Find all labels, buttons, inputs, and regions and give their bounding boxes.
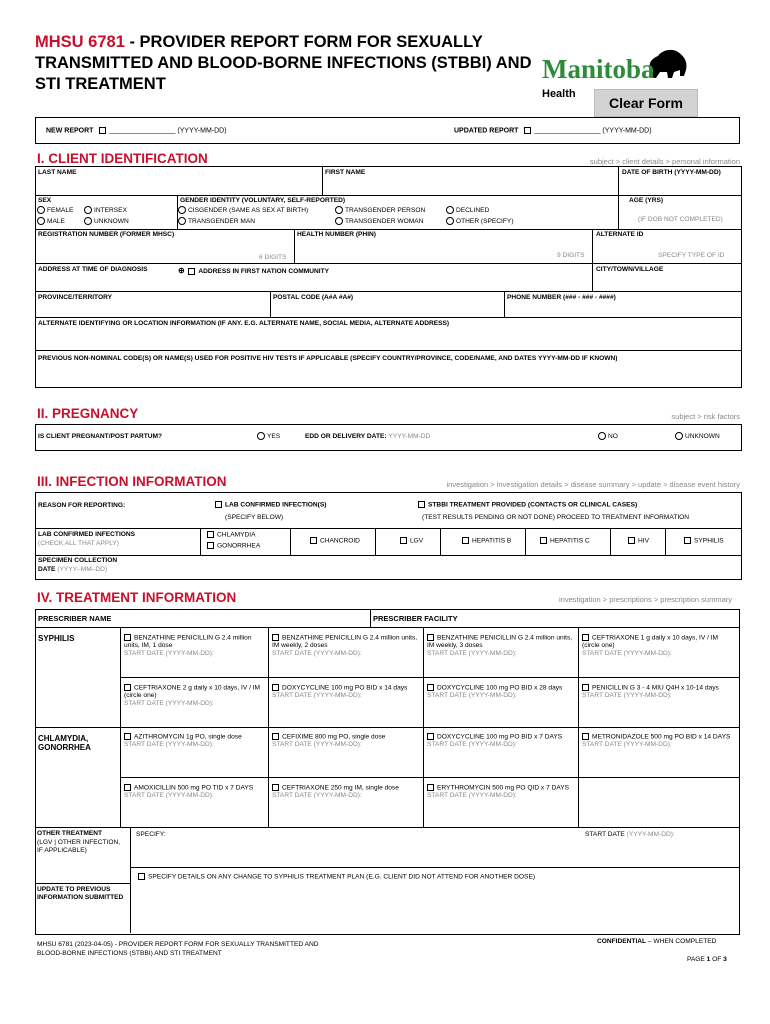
female-radio[interactable] — [37, 206, 45, 214]
pregnant-unknown-option[interactable]: UNKNOWN — [675, 432, 720, 440]
sex-label: SEX — [38, 197, 52, 204]
cg-opt6-checkbox[interactable] — [272, 784, 279, 791]
intersex-radio[interactable] — [84, 206, 92, 214]
province-label: PROVINCE/TERRITORY — [38, 294, 113, 301]
phin-label: HEALTH NUMBER (PHIN) — [297, 231, 376, 238]
update-previous-label: UPDATE TO PREVIOUS INFORMATION SUBMITTED — [37, 886, 124, 901]
section-treatment-information: IV. TREATMENT INFORMATION — [37, 590, 237, 605]
section1-breadcrumb: subject > client details > personal information — [589, 157, 740, 166]
chancroid-checkbox[interactable] — [310, 537, 317, 544]
manitoba-logo — [540, 46, 690, 91]
section3-breadcrumb: investigation > investigation details > disease summary > update > disease event history — [446, 480, 740, 489]
first-nation-address-option[interactable]: ⊕ ADDRESS IN FIRST NATION COMMUNITY — [178, 266, 330, 275]
registration-number-label: REGISTRATION NUMBER (FORMER MHSC) — [38, 231, 175, 238]
logo-text: Manitoba — [542, 54, 655, 84]
syphilis-option-1[interactable]: BENZATHINE PENICILLIN G 2.4 million units, IM, 1 dose START DATE (YYYY-MM-DD): — [124, 634, 252, 658]
updated-report-checkbox[interactable] — [524, 127, 531, 134]
alternate-info-label: ALTERNATE IDENTIFYING OR LOCATION INFORMATION (IF ANY. E.G. ALTERNATE NAME, SOCIAL MEDIA, ALTERNATE ADDRESS) — [38, 320, 450, 327]
unknown-radio[interactable] — [84, 217, 92, 225]
last-name-label: LAST NAME — [38, 169, 77, 176]
syphilis-opt4-checkbox[interactable] — [582, 634, 589, 641]
syphilis-opt6-checkbox[interactable] — [272, 684, 279, 691]
chancroid-option[interactable]: CHANCROID — [310, 537, 360, 544]
updated-report-label: UPDATED REPORT _________________ (YYYY-MM-DD) — [454, 127, 652, 135]
prescriber-facility-label: PRESCRIBER FACILITY — [373, 614, 458, 623]
cg-opt2-checkbox[interactable] — [272, 733, 279, 740]
male-radio[interactable] — [37, 217, 45, 225]
phone-label: PHONE NUMBER (### - ### - ####) — [507, 294, 616, 301]
lab-infections-label: LAB CONFIRMED INFECTIONS — [38, 531, 136, 538]
trans-person-radio[interactable] — [335, 206, 343, 214]
stbbi-treatment-checkbox[interactable] — [418, 501, 425, 508]
stbbi-treatment-option[interactable]: STBBI TREATMENT PROVIDED (CONTACTS OR CLINICAL CASES) — [418, 501, 637, 508]
lgv-option[interactable]: LGV — [400, 537, 423, 544]
cg-opt1-checkbox[interactable] — [124, 733, 131, 740]
syphilis-option-2[interactable]: BENZATHINE PENICILLIN G 2.4 million units, IM weekly, 2 doses START DATE (YYYY-MM-DD): — [272, 634, 418, 658]
cg-option-2[interactable]: CEFIXIME 800 mg PO, single dose START DATE (YYYY-MM-DD): — [272, 733, 386, 749]
syphilis-option-8[interactable]: PENICILLIN G 3 - 4 MIU Q4H x 10-14 days START DATE (YYYY-MM-DD): — [582, 684, 719, 700]
other-start-date-input[interactable]: (YYYY-MM-DD): — [626, 831, 675, 838]
syphilis-opt8-checkbox[interactable] — [582, 684, 589, 691]
nine-digits-hint: 9 DIGITS — [557, 252, 585, 259]
new-report-checkbox[interactable] — [99, 127, 106, 134]
other-start-date-label: START DATE (YYYY-MM-DD): — [585, 831, 675, 838]
page-number: PAGE 1 OF 3 — [687, 956, 727, 963]
alternate-id-type-hint: SPECIFY TYPE OF ID — [658, 252, 725, 259]
cg-option-1[interactable]: AZITHROMYCIN 1g PO, single dose START DATE (YYYY-MM-DD): — [124, 733, 242, 749]
edd-input[interactable]: YYYY-MM-DD — [388, 433, 431, 440]
sex-unknown-option[interactable]: UNKNOWN — [84, 217, 129, 225]
cisgender-radio[interactable] — [178, 206, 186, 214]
form-title — [35, 32, 535, 95]
syphilis-opt2-checkbox[interactable] — [272, 634, 279, 641]
syphilis-opt1-checkbox[interactable] — [124, 634, 131, 641]
syphilis-change-option[interactable]: SPECIFY DETAILS ON ANY CHANGE TO SYPHILIS TREATMENT PLAN (E.G. CLIENT DID NOT ATTEND FOR ANOTHER DOSE) — [138, 873, 535, 880]
gonorrhea-option[interactable]: GONORRHEA — [207, 542, 260, 549]
syphilis-opt5-checkbox[interactable] — [124, 684, 131, 691]
pregnancy-question: IS CLIENT PREGNANT/POST PARTUM? — [38, 433, 163, 440]
syphilis-option-7[interactable]: DOXYCYCLINE 100 mg PO BID x 28 days START DATE (YYYY-MM-DD): — [427, 684, 563, 700]
first-name-label: FIRST NAME — [325, 169, 366, 176]
other-treatment-note: (LGV | OTHER INFECTION, IF APPLICABLE) — [37, 839, 121, 854]
syphilis-treatment-label: SYPHILIS — [38, 634, 75, 643]
address-label: ADDRESS AT TIME OF DIAGNOSIS — [38, 266, 148, 273]
declined-radio[interactable] — [446, 206, 454, 214]
section2-breadcrumb: subject > risk factors — [671, 412, 740, 421]
trans-man-radio[interactable] — [178, 217, 186, 225]
specimen-date-label-2: DATE (YYYY–MM–DD) — [38, 566, 108, 573]
age-label: AGE (YRS) — [629, 197, 664, 204]
report-type-box — [35, 117, 740, 144]
gender-identity-label: GENDER IDENTITY (VOLUNTARY, SELF-REPORTED) — [180, 197, 346, 204]
postal-code-label: POSTAL CODE (A#A #A#) — [273, 294, 354, 301]
age-note: (IF DOB NOT COMPLETED) — [638, 216, 723, 223]
city-label: CITY/TOWN/VILLAGE — [596, 266, 664, 273]
syphilis-opt3-checkbox[interactable] — [427, 634, 434, 641]
cg-option-7[interactable]: ERYTHROMYCIN 500 mg PO QID x 7 DAYS START DATE (YYYY-MM-DD): — [427, 784, 570, 800]
specify-below-note: (SPECIFY BELOW) — [225, 514, 284, 521]
hepatitis-b-option[interactable]: HEPATITIS B — [462, 537, 511, 544]
specimen-date-input[interactable]: (YYYY–MM–DD) — [55, 566, 108, 573]
chlamydia-option[interactable]: CHLAMYDIA — [207, 531, 255, 538]
gender-cisgender-option[interactable]: CISGENDER (SAME AS SEX AT BIRTH) — [178, 206, 308, 214]
chlamydia-checkbox[interactable] — [207, 531, 214, 538]
form-title-text: - PROVIDER REPORT FORM FOR SEXUALLY TRANSMITTED AND BLOOD-BORNE INFECTIONS (STBBI) AND STI TREATMENT — [35, 33, 532, 93]
lgv-checkbox[interactable] — [400, 537, 407, 544]
trans-woman-radio[interactable] — [335, 217, 343, 225]
confidential-note: CONFIDENTIAL – WHEN COMPLETED — [597, 938, 717, 945]
clear-form-button[interactable]: Clear Form — [594, 89, 698, 117]
gender-trans-man-option[interactable]: TRANSGENDER MAN — [178, 217, 255, 225]
section-infection-information: III. INFECTION INFORMATION — [37, 474, 227, 489]
cg-option-6[interactable]: CEFTRIAXONE 250 mg IM, single dose START DATE (YYYY-MM-DD): — [272, 784, 399, 800]
new-report-label: NEW REPORT _________________ (YYYY-MM-DD) — [46, 127, 227, 135]
chlamydia-gonorrhea-label: CHLAMYDIA, GONORRHEA — [38, 734, 91, 752]
cg-opt5-checkbox[interactable] — [124, 784, 131, 791]
form-number: MHSU 6781 — [35, 33, 125, 51]
cg-option-3[interactable]: DOXYCYCLINE 100 mg PO BID x 7 DAYS START DATE (YYYY-MM-DD): — [427, 733, 563, 749]
section4-breadcrumb: investigation > prescriptions > prescription summary — [559, 595, 732, 604]
yes-radio[interactable] — [257, 432, 265, 440]
alternate-id-label: ALTERNATE ID — [596, 231, 644, 238]
pregnant-yes-option[interactable]: YES — [257, 432, 280, 440]
pregnancy-unknown-radio[interactable] — [675, 432, 683, 440]
section-client-identification: I. CLIENT IDENTIFICATION — [37, 151, 208, 166]
other-gender-radio[interactable] — [446, 217, 454, 225]
gender-declined-option[interactable]: DECLINED — [446, 206, 489, 214]
gender-other-option[interactable]: OTHER (SPECIFY) — [446, 217, 514, 225]
sex-male-option[interactable]: MALE — [37, 217, 65, 225]
other-treatment-label: OTHER TREATMENT — [37, 830, 103, 837]
sex-female-option[interactable]: FEMALE — [37, 206, 73, 214]
syphilis-option[interactable]: SYPHILIS — [684, 537, 724, 544]
section-pregnancy: II. PREGNANCY — [37, 406, 139, 421]
previous-codes-label: PREVIOUS NON-NOMINAL CODE(S) OR NAME(S) USED FOR POSITIVE HIV TESTS IF APPLICABLE (SPECIFY COUNTRY/PROVINCE, CODE/NAME, AND DATES YYYY-MM-DD IF KNOWN) — [38, 355, 618, 362]
syphilis-option-6[interactable]: DOXYCYCLINE 100 mg PO BID x 14 days START DATE (YYYY-MM-DD): — [272, 684, 408, 700]
prescriber-name-label: PRESCRIBER NAME — [38, 614, 112, 623]
cg-option-4[interactable]: METRONIDAZOLE 500 mg PO BID x 14 DAYS START DATE (YYYY-MM-DD): — [582, 733, 731, 749]
footer-form-id: MHSU 6781 (2023-04-05) - PROVIDER REPORT FORM FOR SEXUALLY TRANSMITTED AND BLOOD-BORNE INFECTIONS (STBBI) AND STI TREATMENT — [37, 941, 319, 957]
syphilis-opt7-checkbox[interactable] — [427, 684, 434, 691]
pregnant-no-option[interactable]: NO — [598, 432, 618, 440]
dob-label: DATE OF BIRTH (YYYY-MM-DD) — [622, 169, 721, 176]
gonorrhea-checkbox[interactable] — [207, 542, 214, 549]
syphilis-option-4[interactable]: CEFTRIAXONE 1 g daily x 10 days, IV / IM (circle one) START DATE (YYYY-MM-DD): — [582, 634, 719, 658]
cg-opt4-checkbox[interactable] — [582, 733, 589, 740]
specimen-date-label: SPECIMEN COLLECTION — [38, 557, 118, 564]
hepatitis-b-checkbox[interactable] — [462, 537, 469, 544]
specify-label: SPECIFY: — [136, 831, 166, 838]
hiv-checkbox[interactable] — [628, 537, 635, 544]
syphilis-change-checkbox[interactable] — [138, 873, 145, 880]
health-label: Health — [542, 88, 576, 100]
cg-option-5[interactable]: AMOXICILLIN 500 mg PO TID x 7 DAYS START DATE (YYYY-MM-DD): — [124, 784, 254, 800]
six-digits-hint: 6 DIGITS — [259, 254, 287, 261]
hepatitis-c-checkbox[interactable] — [540, 537, 547, 544]
reason-label: REASON FOR REPORTING: — [38, 502, 126, 509]
test-pending-note: (TEST RESULTS PENDING OR NOT DONE) PROCEED TO TREATMENT INFORMATION — [422, 514, 690, 521]
sex-intersex-option[interactable]: INTERSEX — [84, 206, 127, 214]
syphilis-option-3[interactable]: BENZATHINE PENICILLIN G 2.4 million units, IM weekly, 3 doses START DATE (YYYY-MM-DD): — [427, 634, 573, 658]
hepatitis-c-option[interactable]: HEPATITIS C — [540, 537, 590, 544]
lab-confirmed-checkbox[interactable] — [215, 501, 222, 508]
cg-opt3-checkbox[interactable] — [427, 733, 434, 740]
edd-label: EDD OR DELIVERY DATE: YYYY-MM-DD — [305, 433, 431, 440]
no-radio[interactable] — [598, 432, 606, 440]
first-nation-checkbox[interactable] — [188, 268, 195, 275]
cg-opt7-checkbox[interactable] — [427, 784, 434, 791]
syphilis-option-5[interactable]: CEFTRIAXONE 2 g daily x 10 days, IV / IM (circle one) START DATE (YYYY-MM-DD): — [124, 684, 261, 708]
hiv-option[interactable]: HIV — [628, 537, 649, 544]
gender-trans-person-option[interactable]: TRANSGENDER PERSON — [335, 206, 425, 214]
lab-confirmed-option[interactable]: LAB CONFIRMED INFECTION(S) — [215, 501, 326, 508]
gender-trans-woman-option[interactable]: TRANSGENDER WOMAN — [335, 217, 423, 225]
check-all-note: (CHECK ALL THAT APPLY) — [38, 540, 119, 547]
syphilis-checkbox[interactable] — [684, 537, 691, 544]
